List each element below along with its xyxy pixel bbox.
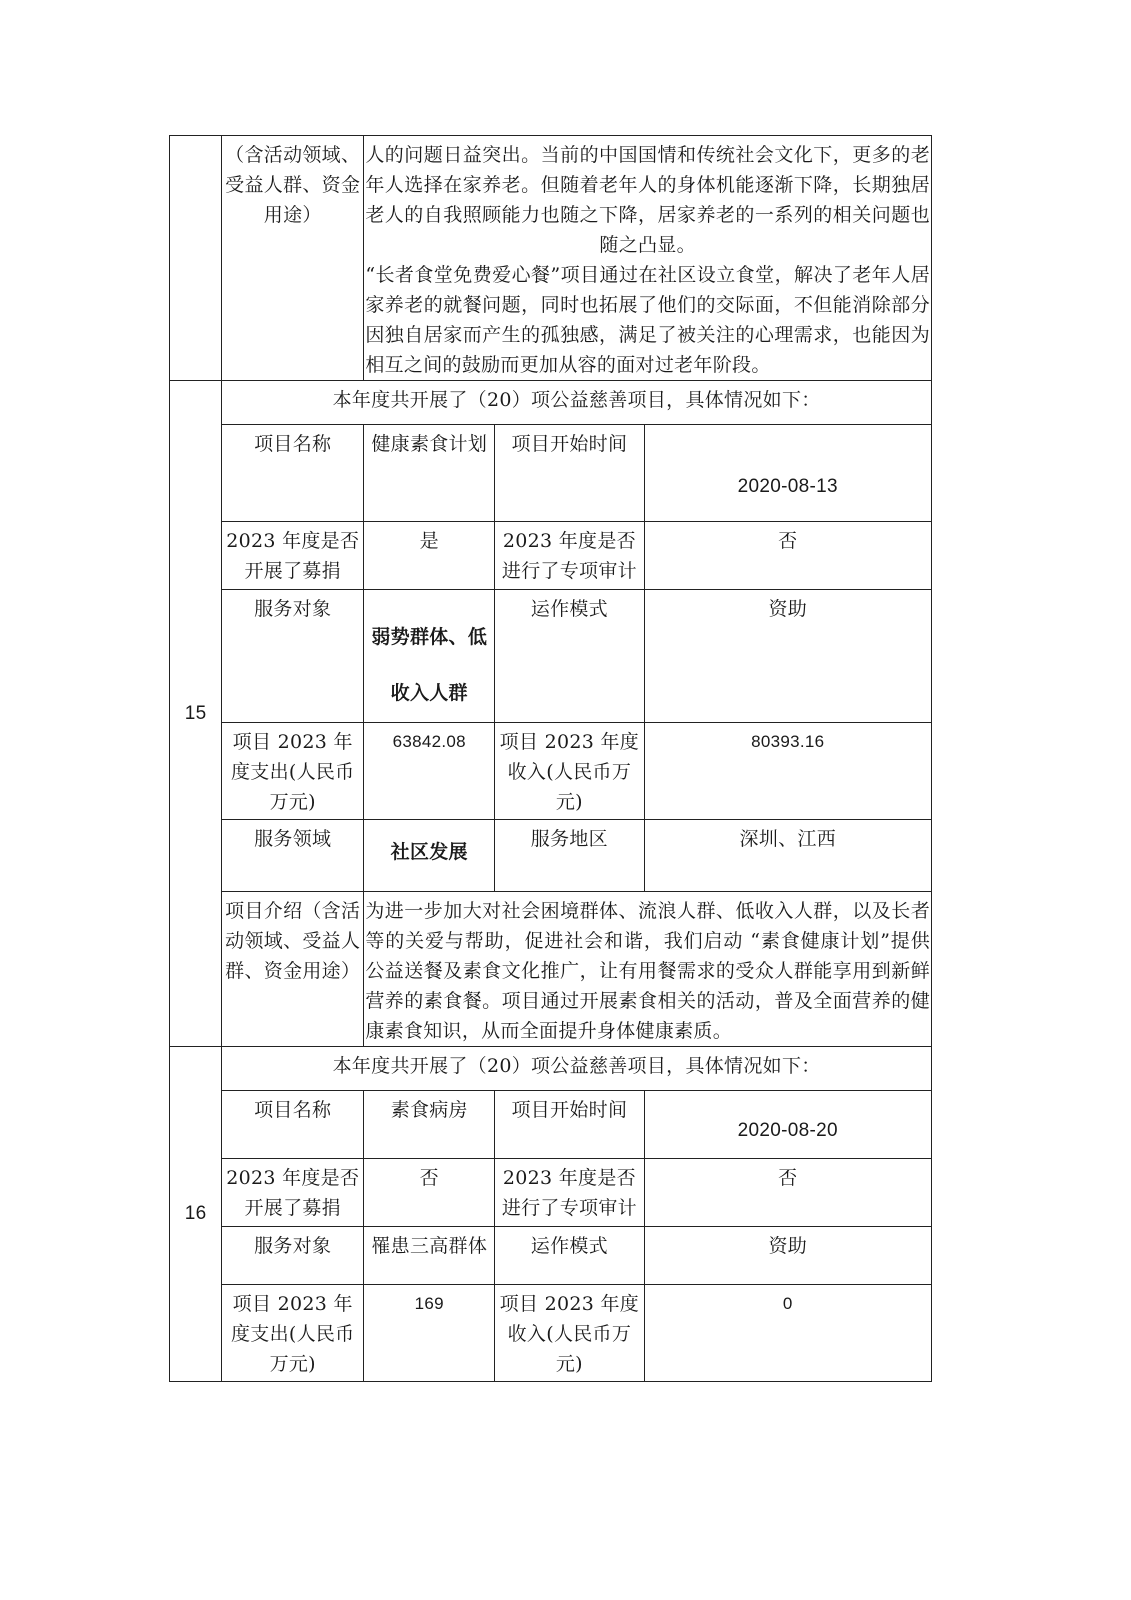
beneficiaries-value: 弱势群体、低收入人群 [364,590,495,723]
intro-continuation-row [170,136,932,381]
income-label: 项目 2023 年度收入(人民币万元) [495,1285,644,1382]
introduction-label: 项目介绍（含活动领域、受益人群、资金用途） [222,892,364,1047]
operation-mode-label: 运作模式 [495,590,644,723]
intro-label-continued: （含活动领域、受益人群、资金用途） [222,136,364,381]
start-time-label: 项目开始时间 [495,425,644,522]
project-name-label: 项目名称 [222,1091,364,1159]
expenditure-value: 169 [364,1285,495,1382]
index-cell-empty [170,136,222,381]
project-count-header: 本年度共开展了（20）项公益慈善项目，具体情况如下： [222,1047,932,1091]
fundraising-value: 否 [364,1159,495,1227]
service-area-value: 深圳、江西 [644,820,931,892]
project-name-value: 素食病房 [364,1091,495,1159]
service-field-label: 服务领域 [222,820,364,892]
project-name-label: 项目名称 [222,425,364,522]
project-name-row [170,1091,932,1159]
income-value: 0 [644,1285,931,1382]
beneficiaries-row [170,590,932,723]
project-index: 16 [170,1047,222,1382]
operation-mode-value: 资助 [644,1227,931,1285]
operation-mode-label: 运作模式 [495,1227,644,1285]
introduction-row [170,892,932,1047]
intro-paragraph-2: “长者食堂免费爱心餐”项目通过在社区设立食堂，解决了老年人居家养老的就餐问题，同时也拓展了他们的交际面，不但能消除部分因独自居家而产生的孤独感，满足了被关注的心理需求，也能因为相互之间的鼓励而更加从容的面对过老年阶段。 [365,264,930,376]
beneficiaries-row [170,1227,932,1285]
fundraising-label: 2023 年度是否开展了募捐 [222,522,364,590]
project-header-row [170,1047,932,1091]
audit-label: 2023 年度是否进行了专项审计 [495,1159,644,1227]
audit-label: 2023 年度是否进行了专项审计 [495,522,644,590]
project-report-table [169,135,932,1382]
service-area-label: 服务地区 [495,820,644,892]
service-row [170,820,932,892]
service-field-value: 社区发展 [364,820,495,892]
fundraising-value: 是 [364,522,495,590]
finance-row [170,723,932,820]
operation-mode-value: 资助 [644,590,931,723]
finance-row [170,1285,932,1382]
expenditure-value: 63842.08 [364,723,495,820]
project-header-row [170,381,932,425]
project-name-value: 健康素食计划 [364,425,495,522]
expenditure-label: 项目 2023 年度支出(人民币万元) [222,723,364,820]
fundraising-label: 2023 年度是否开展了募捐 [222,1159,364,1227]
introduction-value: 为进一步加大对社会困境群体、流浪人群、低收入人群，以及长者等的关爱与帮助，促进社会和谐，我们启动 “素食健康计划”提供公益送餐及素食文化推广，让有用餐需求的受众人群能享用到新鲜营养的素食餐。项目通过开展素食相关的活动，普及全面营养的健康素食知识，从而全面提升身体健康素质。 [364,892,932,1047]
start-time-label: 项目开始时间 [495,1091,644,1159]
project-count-header: 本年度共开展了（20）项公益慈善项目，具体情况如下： [222,381,932,425]
intro-text-continued [364,136,932,381]
audit-value: 否 [644,522,931,590]
start-time-value: 2020-08-13 [644,425,931,522]
intro-paragraph-1: 人的问题日益突出。当前的中国国情和传统社会文化下，更多的老年人选择在家养老。但随着老年人的身体机能逐渐下降，长期独居老人的自我照顾能力也随之下降，居家养老的一系列的相关问题也随之凸显。 [365,144,930,256]
fundraising-audit-row [170,1159,932,1227]
fundraising-audit-row [170,522,932,590]
beneficiaries-value: 罹患三高群体 [364,1227,495,1285]
expenditure-label: 项目 2023 年度支出(人民币万元) [222,1285,364,1382]
beneficiaries-label: 服务对象 [222,590,364,723]
project-index: 15 [170,381,222,1047]
beneficiaries-label: 服务对象 [222,1227,364,1285]
project-name-row [170,425,932,522]
income-label: 项目 2023 年度收入(人民币万元) [495,723,644,820]
audit-value: 否 [644,1159,931,1227]
start-time-value: 2020-08-20 [644,1091,931,1159]
income-value: 80393.16 [644,723,931,820]
